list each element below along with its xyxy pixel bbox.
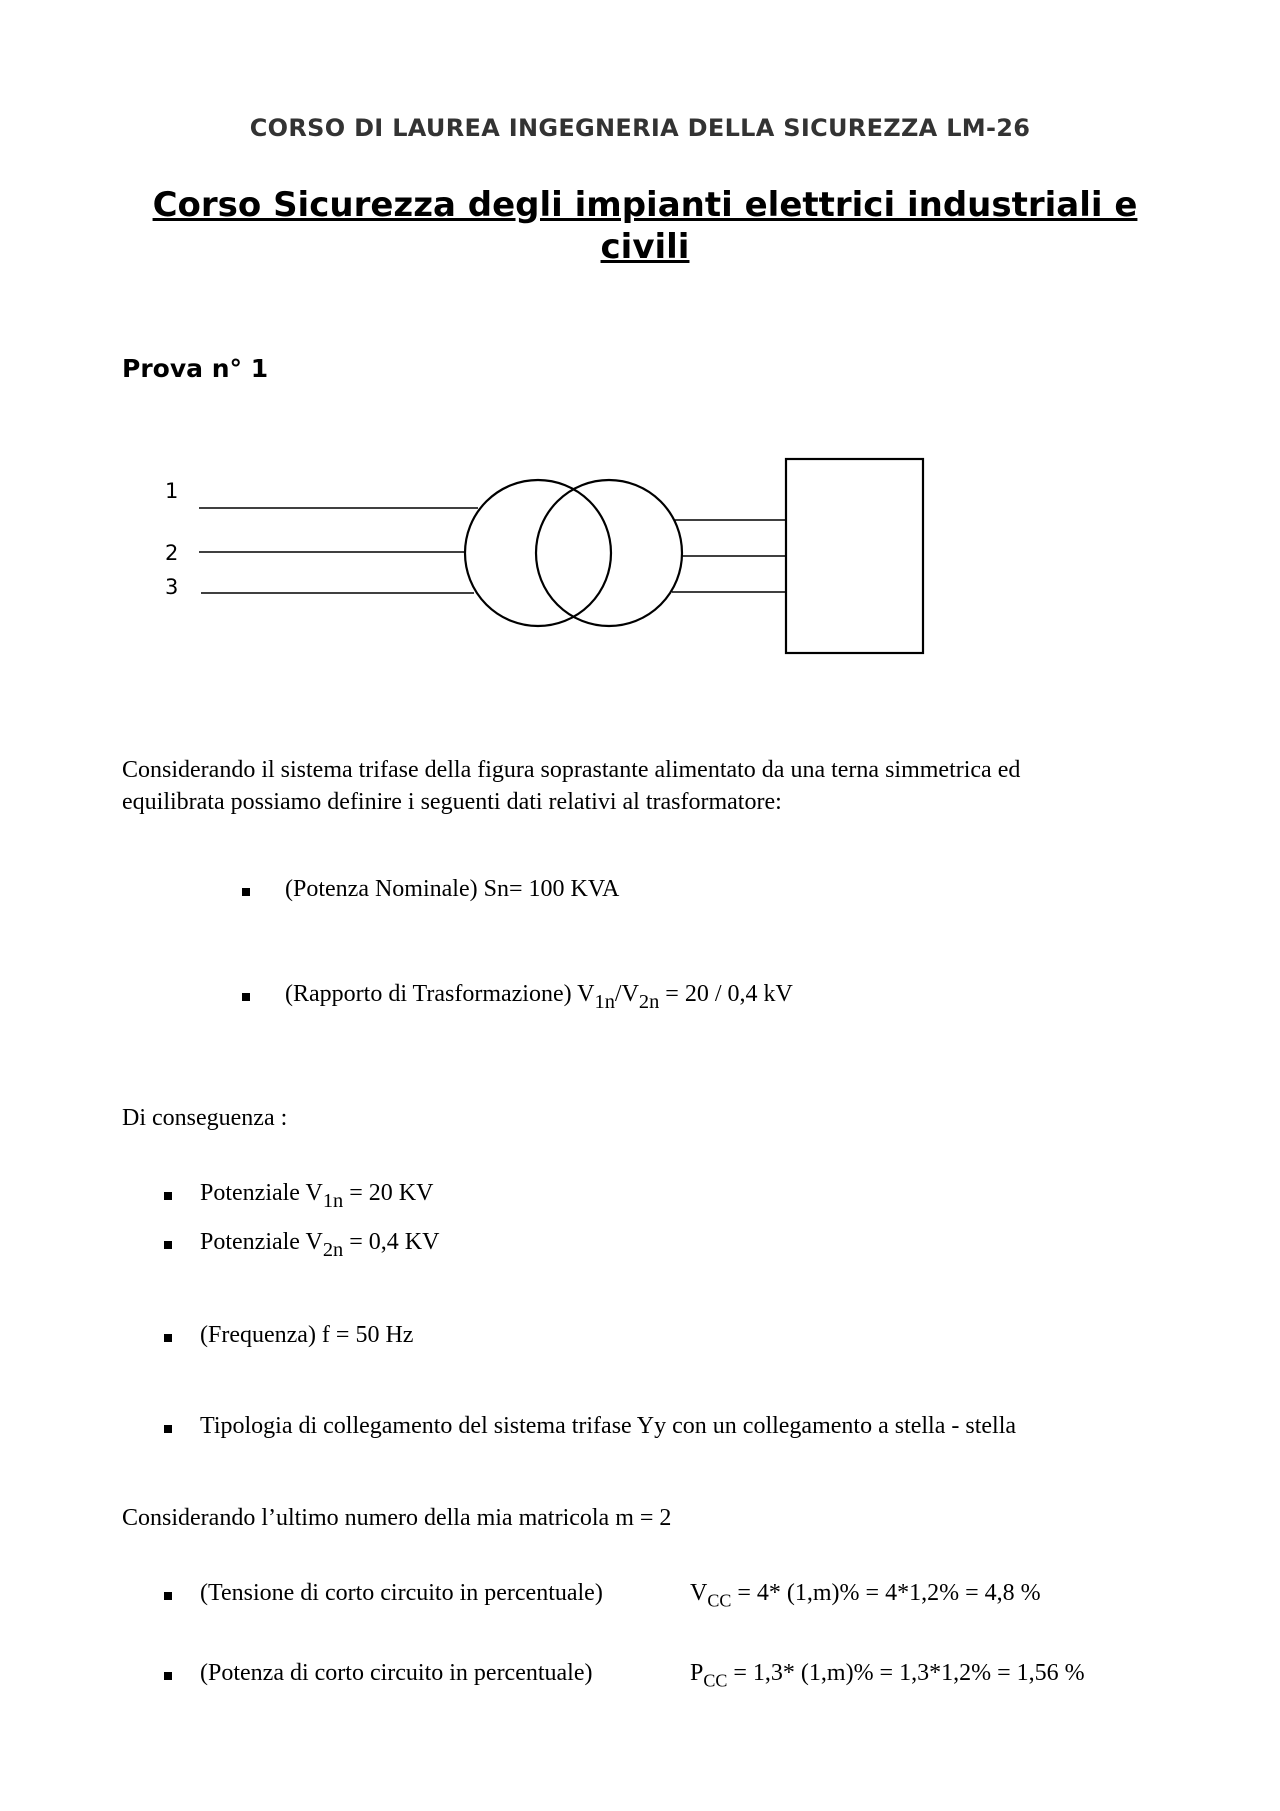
- course-title-line2: civili: [600, 227, 690, 267]
- intro-line1: Considerando il sistema trifase della figura soprastante alimentato da una terna simmetrica ed: [122, 757, 1021, 783]
- list-item-frequenza: (Frequenza) f = 50 Hz: [200, 1322, 414, 1348]
- bullet-icon: [164, 1192, 172, 1200]
- v2n-prefix: Potenziale V: [200, 1229, 323, 1255]
- list-item-rapporto: [285, 981, 793, 1014]
- pcc-sub: CC: [703, 1670, 728, 1691]
- pcc-label: (Potenza di corto circuito in percentuale): [200, 1660, 593, 1686]
- line-label-2: 2: [165, 541, 179, 565]
- matricola-line: Considerando l’ultimo numero della mia matricola m = 2: [122, 1505, 672, 1531]
- rapporto-prefix: (Rapporto di Trasformazione) V: [285, 981, 595, 1007]
- pcc-formula: [690, 1660, 1085, 1691]
- v1n-prefix: Potenziale V: [200, 1180, 323, 1206]
- course-header: CORSO DI LAUREA INGEGNERIA DELLA SICUREZZA LM-26: [249, 114, 1031, 142]
- list-item-potenza: (Potenza Nominale) Sn= 100 KVA: [285, 876, 620, 902]
- vcc-symbol: V: [690, 1580, 708, 1606]
- bullet-icon: [164, 1241, 172, 1249]
- rapporto-mid: /V: [614, 981, 639, 1007]
- course-title-line1: Corso Sicurezza degli impianti elettrici industriali e: [152, 185, 1138, 225]
- vcc-value: = 4* (1,m)% = 4*1,2% = 4,8 %: [731, 1580, 1041, 1606]
- bullet-icon: [164, 1425, 172, 1433]
- rapporto-suffix: = 20 / 0,4 kV: [659, 981, 793, 1007]
- v1n-sub: 1n: [322, 1190, 344, 1213]
- section-title: Prova n° 1: [122, 354, 269, 383]
- bullet-icon: [242, 888, 250, 896]
- pcc-symbol: P: [690, 1660, 704, 1686]
- bullet-icon: [164, 1334, 172, 1342]
- primary-winding-circle: [465, 480, 611, 626]
- intro-line2: equilibrata possiamo definire i seguenti dati relativi al trasformatore:: [122, 789, 782, 815]
- pcc-value: = 1,3* (1,m)% = 1,3*1,2% = 1,56 %: [727, 1660, 1085, 1686]
- bullet-icon: [164, 1592, 172, 1600]
- vcc-label: (Tensione di corto circuito in percentuale): [200, 1580, 603, 1606]
- list-item-v1n: [200, 1180, 434, 1213]
- list-item-tipologia: Tipologia di collegamento del sistema trifase Yy con un collegamento a stella - stella: [200, 1413, 1017, 1439]
- rapporto-sub2: 2n: [638, 991, 660, 1014]
- bullet-icon: [164, 1672, 172, 1680]
- intro-paragraph: [122, 754, 1182, 818]
- line-label-3: 3: [165, 575, 179, 599]
- rapporto-sub1: 1n: [594, 991, 615, 1014]
- consequence-label: Di conseguenza :: [122, 1105, 288, 1131]
- secondary-winding-circle: [536, 480, 682, 626]
- bullet-icon: [242, 993, 250, 1001]
- v2n-suffix: = 0,4 KV: [343, 1229, 440, 1255]
- line-label-1: 1: [165, 479, 179, 503]
- vcc-formula: [690, 1580, 1041, 1611]
- load-box: [786, 459, 923, 653]
- transformer-diagram: [0, 0, 1280, 700]
- vcc-sub: CC: [707, 1590, 732, 1611]
- v2n-sub: 2n: [322, 1239, 344, 1262]
- list-item-v2n: [200, 1229, 440, 1262]
- v1n-suffix: = 20 KV: [343, 1180, 434, 1206]
